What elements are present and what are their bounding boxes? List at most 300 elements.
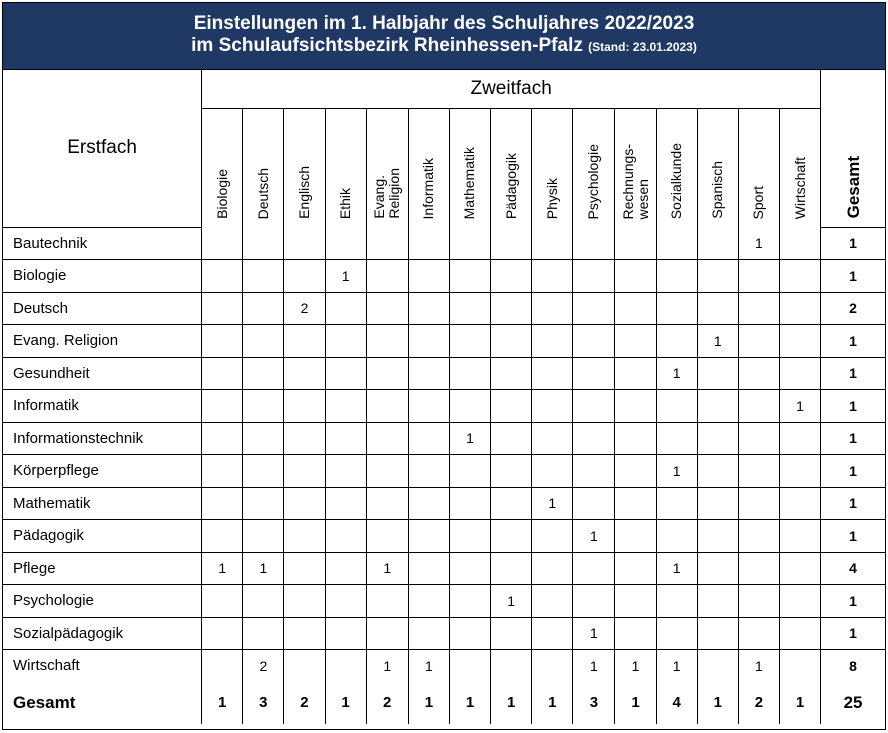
table-cell	[779, 650, 820, 682]
table-cell	[243, 487, 284, 520]
table-cell	[738, 455, 779, 488]
table-cell	[738, 292, 779, 325]
table-cell	[284, 520, 325, 553]
table-cell	[408, 292, 449, 325]
erstfach-label: Pflege	[3, 552, 202, 585]
table-cell: 1	[573, 650, 615, 682]
table-cell	[449, 390, 490, 423]
table-cell	[408, 552, 449, 585]
table-cell	[284, 390, 325, 423]
table-cell	[491, 325, 532, 358]
table-cell	[243, 617, 284, 650]
table-cell	[615, 617, 656, 650]
table-cell	[284, 487, 325, 520]
table-cell	[697, 422, 738, 455]
table-cell	[697, 552, 738, 585]
column-total: 3	[243, 682, 284, 724]
table-cell	[202, 650, 243, 682]
table-cell	[779, 227, 820, 260]
table-cell	[697, 227, 738, 260]
table-cell	[738, 422, 779, 455]
table-cell	[532, 325, 573, 358]
table-cell	[366, 227, 408, 260]
column-total: 3	[573, 682, 615, 724]
table-cell	[532, 292, 573, 325]
table-title	[3, 3, 885, 70]
table-cell	[697, 585, 738, 618]
zweitfach-header: Zweitfach	[202, 69, 821, 109]
zweitfach-column-header	[284, 109, 325, 228]
erstfach-label: Gesundheit	[3, 357, 202, 390]
table-cell	[243, 227, 284, 260]
table-cell	[779, 487, 820, 520]
table-cell	[491, 260, 532, 293]
table-cell: 1	[656, 455, 697, 488]
table-cell	[202, 357, 243, 390]
table-cell: 2	[243, 650, 284, 682]
table-cell	[738, 520, 779, 553]
table-cell	[573, 422, 615, 455]
table-cell	[202, 292, 243, 325]
zweitfach-column-label: Sozialkunde	[668, 142, 685, 219]
zweitfach-column-label: Deutsch	[254, 167, 271, 219]
table-cell: 1	[202, 552, 243, 585]
table-cell	[202, 227, 243, 260]
table-cell	[491, 357, 532, 390]
table-cell: 1	[243, 552, 284, 585]
table-cell	[532, 650, 573, 682]
column-total: 1	[491, 682, 532, 724]
zweitfach-column-label: Informatik	[420, 157, 437, 219]
table-cell	[615, 422, 656, 455]
erstfach-label: Körperpflege	[3, 455, 202, 488]
zweitfach-column-header	[615, 109, 656, 228]
zweitfach-column-header	[532, 109, 573, 228]
table-cell	[532, 357, 573, 390]
table-cell	[325, 585, 366, 618]
table-cell	[738, 552, 779, 585]
table-cell: 1	[325, 260, 366, 293]
title-line-2-text: im Schulaufsichtsbezirk Rheinhessen-Pfalz	[191, 35, 583, 56]
column-total: 1	[697, 682, 738, 724]
table-cell	[697, 520, 738, 553]
table-cell	[697, 487, 738, 520]
table-cell	[408, 455, 449, 488]
table-cell	[449, 260, 490, 293]
table-row	[3, 325, 885, 358]
table-cell	[656, 487, 697, 520]
row-total: 1	[821, 520, 885, 553]
table-cell	[532, 585, 573, 618]
zweitfach-column-label: Wirtschaft	[791, 156, 808, 219]
table-cell	[449, 325, 490, 358]
table-cell	[408, 487, 449, 520]
table-row	[3, 422, 885, 455]
table-cell	[656, 422, 697, 455]
table-cell: 1	[779, 390, 820, 423]
table-cell	[449, 552, 490, 585]
grand-total: 25	[821, 682, 885, 724]
row-total: 2	[821, 292, 885, 325]
zweitfach-column-header	[202, 109, 243, 228]
stand-date: (Stand: 23.01.2023)	[588, 40, 697, 54]
table-cell	[615, 227, 656, 260]
table-cell	[202, 520, 243, 553]
zweitfach-column-header	[779, 109, 820, 228]
erstfach-label: Biologie	[3, 260, 202, 293]
table-cell	[243, 325, 284, 358]
table-cell	[366, 422, 408, 455]
table-cell	[532, 260, 573, 293]
table-cell	[573, 260, 615, 293]
table-cell: 1	[697, 325, 738, 358]
table-cell	[202, 455, 243, 488]
table-cell	[366, 585, 408, 618]
table-cell	[325, 227, 366, 260]
table-cell	[243, 390, 284, 423]
table-cell	[243, 520, 284, 553]
erstfach-label: Informatik	[3, 390, 202, 423]
table-cell	[779, 617, 820, 650]
table-row	[3, 455, 885, 488]
table-row	[3, 552, 885, 585]
table-cell	[615, 292, 656, 325]
row-total: 1	[821, 325, 885, 358]
table-cell: 1	[532, 487, 573, 520]
table-cell: 1	[449, 422, 490, 455]
table-cell	[738, 585, 779, 618]
title-line-2	[3, 35, 885, 58]
table-row	[3, 227, 885, 260]
table-cell	[697, 617, 738, 650]
table-cell: 1	[738, 227, 779, 260]
table-cell	[408, 325, 449, 358]
table-cell	[532, 455, 573, 488]
column-total: 2	[738, 682, 779, 724]
table-cell: 1	[408, 650, 449, 682]
table-row	[3, 292, 885, 325]
table-cell	[738, 390, 779, 423]
table-cell	[366, 390, 408, 423]
table-cell	[449, 520, 490, 553]
table-cell: 1	[366, 650, 408, 682]
table-cell	[573, 357, 615, 390]
table-cell	[202, 487, 243, 520]
table-cell	[532, 422, 573, 455]
table-cell	[366, 357, 408, 390]
table-cell	[573, 390, 615, 423]
table-cell	[325, 455, 366, 488]
erstfach-label: Mathematik	[3, 487, 202, 520]
erstfach-label: Psychologie	[3, 585, 202, 618]
table-cell	[697, 390, 738, 423]
table-cell	[243, 455, 284, 488]
table-cell	[532, 227, 573, 260]
table-row	[3, 390, 885, 423]
table-cell	[697, 292, 738, 325]
table-cell	[615, 357, 656, 390]
row-total: 1	[821, 227, 885, 260]
table-cell	[656, 617, 697, 650]
table-cell	[202, 325, 243, 358]
zweitfach-column-header	[491, 109, 532, 228]
table-cell	[202, 585, 243, 618]
gesamt-column-header	[821, 69, 885, 227]
row-total: 1	[821, 487, 885, 520]
table-cell	[449, 617, 490, 650]
table-cell	[325, 617, 366, 650]
table-cell: 1	[615, 650, 656, 682]
table-cell	[325, 357, 366, 390]
zweitfach-column-header	[697, 109, 738, 228]
table-cell	[573, 325, 615, 358]
table-cell	[284, 650, 325, 682]
gesamt-column-label: Gesamt	[843, 156, 863, 219]
table-cell	[697, 650, 738, 682]
erstfach-label: Informationstechnik	[3, 422, 202, 455]
erstfach-label: Bautechnik	[3, 227, 202, 260]
table-cell	[449, 487, 490, 520]
table-cell	[408, 520, 449, 553]
table-cell	[284, 422, 325, 455]
table-cell	[491, 552, 532, 585]
table-cell	[779, 585, 820, 618]
table-cell	[656, 520, 697, 553]
table-cell	[491, 455, 532, 488]
table-cell	[573, 487, 615, 520]
einstellungen-table	[3, 69, 885, 724]
column-total: 1	[532, 682, 573, 724]
table-cell	[325, 390, 366, 423]
table-cell	[491, 227, 532, 260]
table-cell	[243, 357, 284, 390]
table-cell	[449, 227, 490, 260]
table-row	[3, 520, 885, 553]
row-total: 1	[821, 585, 885, 618]
table-cell	[656, 390, 697, 423]
table-cell	[366, 325, 408, 358]
zweitfach-column-header	[325, 109, 366, 228]
table-cell	[779, 325, 820, 358]
table-cell	[284, 357, 325, 390]
table-cell: 1	[738, 650, 779, 682]
zweitfach-column-label: Mathematik	[461, 146, 478, 219]
column-total: 1	[449, 682, 490, 724]
zweitfach-column-label: Psychologie	[585, 143, 602, 219]
table-cell	[615, 520, 656, 553]
table-cell	[243, 260, 284, 293]
table-cell: 1	[656, 552, 697, 585]
table-cell	[284, 260, 325, 293]
table-cell	[615, 585, 656, 618]
column-total: 2	[366, 682, 408, 724]
table-cell	[615, 487, 656, 520]
row-total: 1	[821, 455, 885, 488]
table-cell	[366, 292, 408, 325]
table-cell: 1	[656, 357, 697, 390]
table-cell	[449, 357, 490, 390]
column-total: 1	[615, 682, 656, 724]
table-cell	[202, 260, 243, 293]
table-cell	[449, 292, 490, 325]
table-cell	[325, 422, 366, 455]
zweitfach-column-label: Englisch	[295, 166, 312, 219]
table-row	[3, 357, 885, 390]
table-cell	[491, 487, 532, 520]
zweitfach-column-label: Physik	[543, 177, 560, 219]
zweitfach-column-label: Pädagogik	[502, 152, 519, 219]
gesamt-row-label: Gesamt	[3, 682, 202, 724]
zweitfach-column-header	[408, 109, 449, 228]
row-total: 1	[821, 260, 885, 293]
zweitfach-column-label: Evang. Religion	[371, 168, 403, 219]
table-cell	[491, 422, 532, 455]
table-cell	[491, 520, 532, 553]
table-cell	[325, 325, 366, 358]
zweitfach-column-header	[573, 109, 615, 228]
zweitfach-column-header	[449, 109, 490, 228]
table-cell	[491, 617, 532, 650]
title-line-1: Einstellungen im 1. Halbjahr des Schuljahres 2022/2023	[193, 13, 695, 34]
table-cell	[573, 292, 615, 325]
erstfach-label: Sozialpädagogik	[3, 617, 202, 650]
table-cell	[284, 585, 325, 618]
table-cell	[243, 422, 284, 455]
zweitfach-column-label: Spanisch	[709, 161, 726, 219]
table-cell	[284, 325, 325, 358]
erstfach-rows	[3, 227, 885, 682]
zweitfach-column-header	[738, 109, 779, 228]
table-cell	[366, 487, 408, 520]
table-cell	[697, 260, 738, 293]
table-cell	[408, 260, 449, 293]
table-cell	[366, 455, 408, 488]
zweitfach-column-label: Biologie	[213, 169, 230, 219]
table-cell	[779, 292, 820, 325]
table-row	[3, 617, 885, 650]
table-cell	[573, 455, 615, 488]
table-cell	[779, 455, 820, 488]
table-cell: 1	[656, 650, 697, 682]
column-total: 2	[284, 682, 325, 724]
zweitfach-column-header	[656, 109, 697, 228]
table-cell	[779, 357, 820, 390]
table-cell	[284, 617, 325, 650]
table-cell	[656, 227, 697, 260]
table-cell: 1	[366, 552, 408, 585]
column-total: 1	[779, 682, 820, 724]
table-cell: 1	[491, 585, 532, 618]
table-cell	[656, 585, 697, 618]
table-cell	[573, 552, 615, 585]
table-row	[3, 585, 885, 618]
table-cell	[779, 520, 820, 553]
report-frame	[2, 2, 886, 730]
table-cell	[779, 260, 820, 293]
gesamt-row	[3, 682, 885, 724]
table-cell	[615, 552, 656, 585]
table-cell	[491, 390, 532, 423]
table-cell	[615, 390, 656, 423]
table-cell: 2	[284, 292, 325, 325]
table-cell	[697, 357, 738, 390]
table-cell	[408, 585, 449, 618]
row-total: 1	[821, 390, 885, 423]
table-cell	[532, 520, 573, 553]
table-cell	[615, 455, 656, 488]
zweitfach-column-label: Ethik	[337, 187, 354, 219]
row-total: 4	[821, 552, 885, 585]
column-total: 1	[408, 682, 449, 724]
table-cell	[284, 227, 325, 260]
table-cell: 1	[573, 520, 615, 553]
zweitfach-column-label: Rechnungs- wesen	[619, 143, 651, 219]
table-row	[3, 650, 885, 682]
table-cell	[738, 617, 779, 650]
table-cell	[738, 260, 779, 293]
table-cell	[366, 617, 408, 650]
table-cell	[202, 617, 243, 650]
table-cell	[202, 390, 243, 423]
table-cell	[243, 585, 284, 618]
row-total: 1	[821, 357, 885, 390]
table-cell	[532, 390, 573, 423]
erstfach-header: Erstfach	[3, 69, 202, 227]
table-cell	[243, 292, 284, 325]
zweitfach-column-header	[366, 109, 408, 228]
table-cell	[325, 487, 366, 520]
table-cell	[697, 455, 738, 488]
table-cell	[738, 357, 779, 390]
table-cell	[491, 650, 532, 682]
table-cell	[656, 260, 697, 293]
erstfach-label: Deutsch	[3, 292, 202, 325]
table-cell	[532, 552, 573, 585]
table-cell	[779, 552, 820, 585]
table-cell	[408, 227, 449, 260]
table-cell	[284, 455, 325, 488]
table-cell	[366, 520, 408, 553]
table-cell	[202, 422, 243, 455]
table-cell	[738, 325, 779, 358]
table-cell	[779, 422, 820, 455]
table-cell	[325, 552, 366, 585]
table-cell	[449, 585, 490, 618]
zweitfach-column-label: Sport	[750, 185, 767, 219]
table-cell: 1	[573, 617, 615, 650]
table-cell	[615, 325, 656, 358]
table-cell	[325, 292, 366, 325]
table-cell	[532, 617, 573, 650]
table-cell	[408, 390, 449, 423]
column-total: 1	[325, 682, 366, 724]
row-total: 1	[821, 422, 885, 455]
row-total: 8	[821, 650, 885, 682]
table-cell	[656, 292, 697, 325]
table-cell	[573, 585, 615, 618]
table-cell	[491, 292, 532, 325]
table-cell	[284, 552, 325, 585]
table-cell	[325, 520, 366, 553]
column-total: 1	[202, 682, 243, 724]
table-row	[3, 487, 885, 520]
zweitfach-column-header	[243, 109, 284, 228]
table-cell	[449, 455, 490, 488]
table-cell	[408, 422, 449, 455]
table-row	[3, 260, 885, 293]
column-total: 4	[656, 682, 697, 724]
table-cell	[615, 260, 656, 293]
